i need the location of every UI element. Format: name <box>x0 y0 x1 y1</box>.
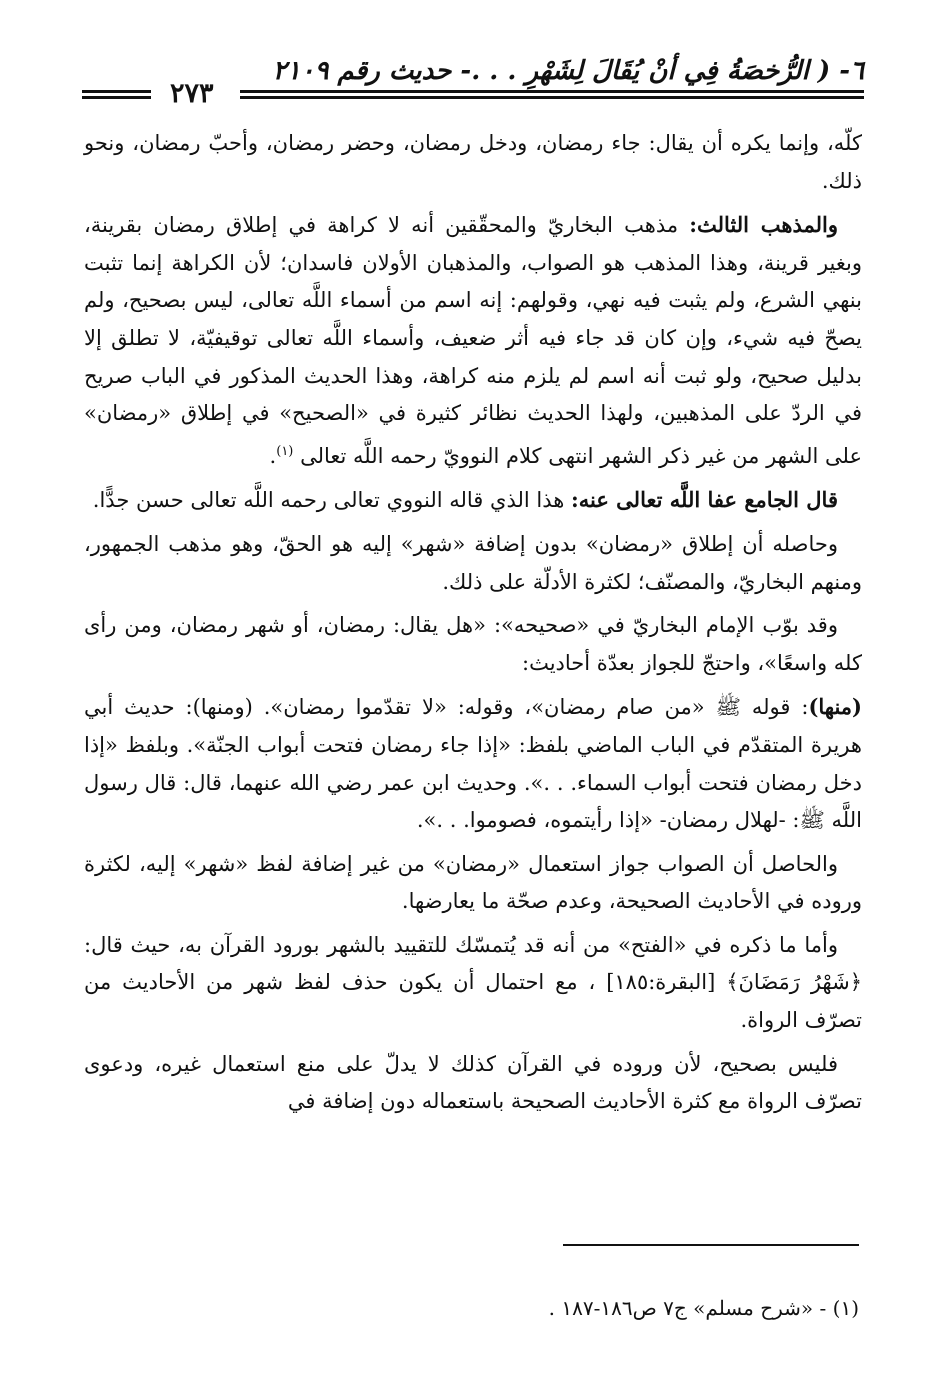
header-title: ٦- ( الرُّخصَةُ فِي أنْ يُقَالَ لِشَهْرِ . . .- حديث رقم ٢١٠٩ <box>272 56 864 86</box>
paragraph-5 <box>84 607 862 682</box>
header-rule <box>240 96 864 99</box>
paragraph-tail: . <box>269 443 277 468</box>
paragraph-6 <box>84 688 862 839</box>
paragraph-9 <box>84 1046 862 1121</box>
paragraph-text: وأما ما ذكره في «الفتح» من أنه قد يُتمسّك للتقييد بالشهر بورود القرآن به، حيث قال: ﴿شَهْرُ رَمَضَانَ﴾ [البقرة:١٨٥] ، مع احتمال أن يكون حذف لفظ شهر من الأحاديث من تصرّف الرواة. <box>84 932 862 1033</box>
paragraph-text: هذا الذي قاله النووي تعالى رحمه اللَّه تعالى حسن جدًّا. <box>92 488 571 513</box>
paragraph-4 <box>84 526 862 601</box>
paragraph-text: فليس بصحيح، لأن وروده في القرآن كذلك لا يدلّ على منع استعمال غيره، ودعوى تصرّف الرواة مع كثرة الأحاديث الصحيحة باستعماله دون إضافة في <box>84 1051 862 1114</box>
paragraph-text: كلّه، وإنما يكره أن يقال: جاء رمضان، ودخل رمضان، وحضر رمضان، وأحبّ رمضان، ونحو ذلك. <box>84 131 862 193</box>
paragraph-7 <box>84 846 862 921</box>
header-rule <box>82 90 151 93</box>
header-rule <box>240 90 864 93</box>
paragraph-text: : قوله ﷺ «من صام رمضان»، وقوله: «لا تقدّموا رمضان». (ومنها): حديث أبي هريرة المتقدّم في الباب الماضي بلفظ: «إذا جاء رمضان فتحت أبواب الجنّة». وبلفظ «إذا دخل رمضان فتحت أبواب السماء. . .». وحديث ابن عمر رضي الله عنهما، قال: قال رسول اللَّه ﷺ: -لهلال رمضان- «إذا رأيتموه، فصوموا. . .». <box>84 695 862 833</box>
paragraph-8 <box>84 927 862 1040</box>
paragraph-lead: (منها) <box>808 694 862 720</box>
footnote-marker[interactable]: (١) <box>276 443 294 459</box>
footnote-separator <box>563 1244 859 1246</box>
paragraph-lead: والمذهب الثالث: <box>689 212 838 238</box>
paragraph-2 <box>84 206 862 475</box>
paragraph-text: وحاصله أن إطلاق «رمضان» بدون إضافة «شهر» إليه هو الحقّ، وهو مذهب الجمهور، ومنهم البخاريّ، والمصنّف؛ لكثرة الأدلّة على ذلك. <box>84 531 862 594</box>
paragraph-lead: قال الجامع عفا اللَّه تعالى عنه: <box>570 487 838 513</box>
main-text <box>84 125 862 1127</box>
paragraph-text: والحاصل أن الصواب جواز استعمال «رمضان» من غير إضافة لفظ «شهر» إليه، لكثرة وروده في الأحاديث الصحيحة، وعدم صحّة ما يعارضها. <box>84 851 862 914</box>
page-number: ٢٧٣ <box>170 78 214 109</box>
running-header <box>82 56 864 112</box>
paragraph-text: وقد بوّب الإمام البخاريّ في «صحيحه»: «هل يقال: رمضان، أو شهر رمضان، ومن رأى كله واسعًا»، واحتجّ للجواز بعدّة أحاديث: <box>84 613 862 675</box>
footnote: (١) - «شرح مسلم» ج٧ ص١٨٦-١٨٧ . <box>548 1296 859 1320</box>
paragraph-3 <box>84 481 862 520</box>
paragraph-text: مذهب البخاريّ والمحقّقين أنه لا كراهة في إطلاق رمضان بقرينة، وبغير قرينة، وهذا المذهب هو الصواب، والمذهبان الأولان فاسدان؛ لأن الكراهة إنما تثبت بنهي الشرع، ولم يثبت فيه نهي، وقولهم: إنه اسم من أسماء اللَّه تعالى، ليس بصحيح، ولم يصحّ فيه شيء، وإن كان قد جاء فيه أثر ضعيف، وأسماء اللَّه تعالى توقيفيّة، لا تطلق إلا بدليل صحيح، ولو ثبت أنه اسم لم يلزم منه كراهة، وهذا الحديث المذكور في الباب صريح في الردّ على المذهبين، ولهذا الحديث نظائر كثيرة في «الصحيح» في إطلاق «رمضان» على الشهر من غير ذكر الشهر انتهى كلام النوويّ رحمه اللَّه تعالى <box>84 213 862 468</box>
paragraph-1 <box>84 125 862 200</box>
header-rule <box>82 96 151 99</box>
